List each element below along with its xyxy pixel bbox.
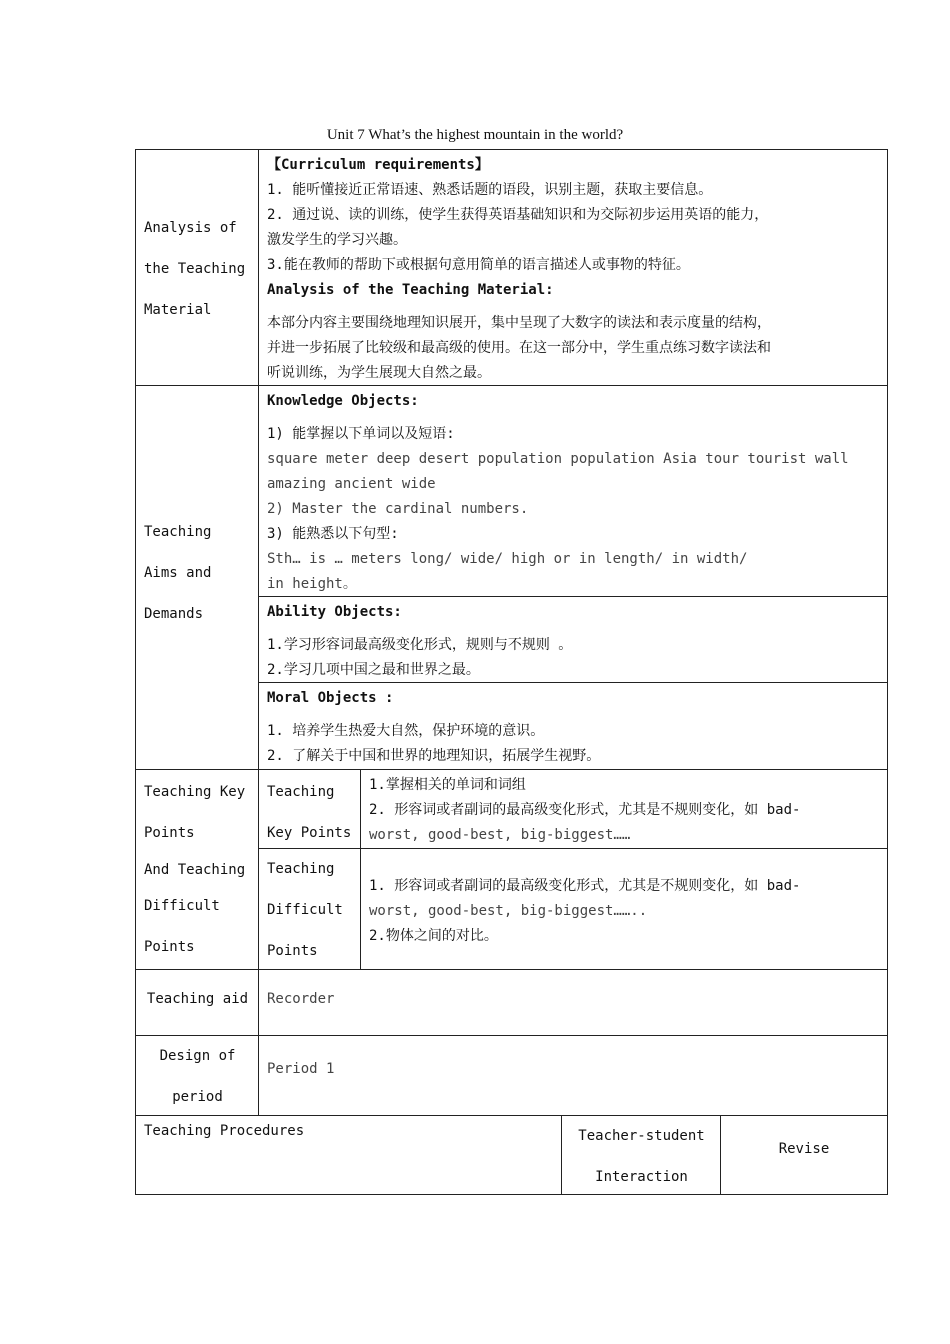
curriculum-item: 1. 能听懂接近正常语速、熟悉话题的语段，识别主题，获取主要信息。 [267,182,713,198]
key-sublabel-line: Key Points [267,825,352,841]
ability-objects-cell [258,596,888,683]
analysis-content-cell [258,149,888,385]
teaching-aid-label-cell [135,969,259,1035]
key-points-label-line: Points [144,825,195,841]
material-heading: Analysis of the Teaching Material: [267,282,554,298]
lesson-plan-table [135,149,888,1195]
revise-label: Revise [778,1141,830,1157]
difficult-points-sublabel-cell [258,848,361,969]
knowledge-line: 1) 能掌握以下单词以及短语: [267,426,455,442]
key-points-label-line: Points [144,939,195,955]
analysis-label-line: the Teaching [144,261,246,277]
design-period-value-cell [258,1035,888,1115]
design-period-value: Period 1 [267,1061,335,1077]
key-points-label-line: Teaching Key [144,784,246,800]
aims-label-line: Teaching [144,524,212,540]
design-period-label-cell [135,1035,259,1115]
moral-heading: Moral Objects : [267,690,394,706]
curriculum-item: 激发学生的学习兴趣。 [267,232,407,248]
key-points-label-line: And Teaching [144,862,246,878]
page-title: Unit 7 What’s the highest mountain in the world? [326,127,624,143]
aims-label-cell [135,385,259,769]
teaching-aid-value: Recorder [267,991,335,1007]
revise-cell [720,1115,888,1195]
key-points-label-line: Difficult [144,898,220,914]
interaction-label-line: Interaction [595,1169,688,1185]
curriculum-heading: 【Curriculum requirements】 [267,157,489,173]
difficult-point-line: 1. 形容词或者副词的最高级变化形式，尤其是不规则变化，如 bad- [369,878,801,894]
knowledge-line: amazing ancient wide [267,476,436,492]
interaction-label-line: Teacher-student [578,1128,705,1144]
material-text-line: 并进一步拓展了比较级和最高级的使用。在这一部分中，学生重点练习数字读法和 [267,340,771,356]
knowledge-line: in height。 [267,576,357,592]
key-points-content-cell [360,769,888,849]
key-point-line: 1.掌握相关的单词和词组 [369,777,526,793]
moral-line: 2. 了解关于中国和世界的地理知识，拓展学生视野。 [267,748,601,764]
knowledge-line: 2) Master the cardinal numbers. [267,501,529,517]
difficult-point-line: 2.物体之间的对比。 [369,928,498,944]
analysis-label-line: Analysis of [144,220,237,236]
key-points-sublabel-cell [258,769,361,849]
knowledge-line: 3) 能熟悉以下句型: [267,526,399,542]
moral-objects-cell [258,682,888,769]
moral-line: 1. 培养学生热爱大自然，保护环境的意识。 [267,723,545,739]
knowledge-line: Sth… is … meters long/ wide/ high or in length/ in width/ [267,551,748,567]
design-period-label-line: period [172,1089,223,1105]
curriculum-item: 2. 通过说、读的训练，使学生获得英语基础知识和为交际初步运用英语的能力， [267,207,769,223]
key-point-line: worst, good-best, big-biggest…… [369,827,631,843]
ability-heading: Ability Objects: [267,604,402,620]
ability-line: 2.学习几项中国之最和世界之最。 [267,662,480,678]
knowledge-objects-cell [258,385,888,597]
design-period-label-line: Design of [159,1048,236,1064]
aims-label-line: Demands [144,606,204,622]
material-text-line: 听说训练，为学生展现大自然之最。 [267,365,491,381]
difficult-sublabel-line: Points [267,943,318,959]
teaching-procedures-label: Teaching Procedures [144,1123,305,1139]
teaching-aid-label: Teaching aid [146,991,249,1007]
difficult-sublabel-line: Difficult [267,902,343,918]
teaching-aid-value-cell [258,969,888,1035]
key-point-line: 2. 形容词或者副词的最高级变化形式，尤其是不规则变化，如 bad- [369,802,801,818]
analysis-label-cell [135,149,259,385]
knowledge-line: square meter deep desert population population Asia tour tourist wall [267,451,849,467]
material-text-line: 本部分内容主要围绕地理知识展开，集中呈现了大数字的读法和表示度量的结构， [267,315,771,331]
analysis-label-line: Material [144,302,212,318]
knowledge-heading: Knowledge Objects: [267,393,419,409]
difficult-points-content-cell [360,848,888,969]
aims-label-line: Aims and [144,565,212,581]
difficult-point-line: worst, good-best, big-biggest…….. [369,903,648,919]
curriculum-item: 3.能在教师的帮助下或根据句意用简单的语言描述人或事物的特征。 [267,257,690,273]
interaction-cell [561,1115,721,1195]
key-sublabel-line: Teaching [267,784,335,800]
difficult-sublabel-line: Teaching [267,861,335,877]
teaching-procedures-cell [135,1115,562,1195]
key-points-label-cell [135,769,259,969]
ability-line: 1.学习形容词最高级变化形式，规则与不规则 。 [267,637,573,653]
